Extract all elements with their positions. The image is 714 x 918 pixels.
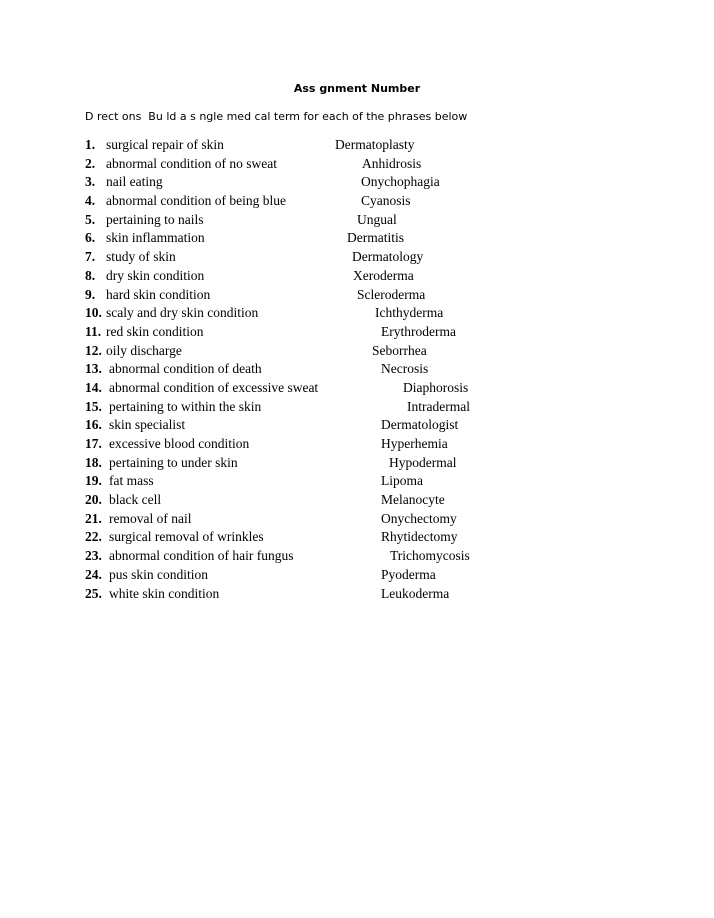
item-term: Cyanosis — [361, 193, 411, 209]
list-item — [85, 548, 705, 567]
list-item — [85, 193, 705, 212]
item-phrase: abnormal condition of no sweat — [106, 155, 277, 171]
item-phrase: surgical repair of skin — [106, 137, 224, 152]
item-phrase: abnormal condition of being blue — [106, 193, 286, 209]
item-term: Necrosis — [381, 361, 429, 377]
item-number: 24. — [85, 566, 102, 582]
list-item — [85, 174, 705, 193]
item-phrase: pertaining to within the skin — [109, 398, 262, 414]
list-item — [85, 586, 705, 605]
term-list — [85, 137, 705, 604]
item-term: Erythroderma — [381, 323, 456, 339]
item-term: Onychectomy — [381, 510, 457, 526]
item-phrase: skin specialist — [109, 417, 186, 433]
item-term: Diaphorosis — [403, 379, 469, 395]
item-phrase: hard skin condition — [106, 286, 211, 302]
item-phrase: dry skin condition — [106, 267, 205, 283]
item-term: Dermatology — [352, 249, 424, 265]
item-phrase: skin inflammation — [106, 230, 205, 246]
item-number: 7. — [85, 249, 96, 265]
item-number: 12. — [85, 342, 102, 358]
item-number: 13. — [85, 361, 102, 377]
list-item — [85, 137, 705, 156]
item-term: Onychophagia — [361, 174, 440, 190]
item-number: 5. — [85, 211, 96, 227]
list-item — [85, 455, 705, 474]
list-item — [85, 324, 705, 343]
list-item — [85, 268, 705, 287]
list-item — [85, 567, 705, 586]
item-term: Leukoderma — [381, 585, 450, 601]
item-term: Hyperhemia — [381, 436, 448, 451]
item-term: Anhidrosis — [362, 155, 422, 171]
item-number: 1. — [85, 137, 96, 152]
list-item — [85, 230, 705, 249]
item-term: Pyoderma — [381, 566, 436, 582]
list-item — [85, 249, 705, 268]
item-number: 25. — [85, 585, 102, 601]
item-phrase: removal of nail — [109, 510, 192, 526]
list-item — [85, 287, 705, 306]
item-term: Seborrhea — [372, 342, 427, 358]
list-item — [85, 212, 705, 231]
item-number: 16. — [85, 417, 102, 433]
item-phrase: nail eating — [106, 174, 163, 190]
item-term: Melanocyte — [381, 492, 445, 508]
item-phrase: white skin condition — [109, 585, 220, 601]
item-term: Dermatologist — [381, 417, 459, 433]
item-phrase: abnormal condition of excessive sweat — [109, 379, 319, 395]
item-phrase: red skin condition — [106, 323, 204, 339]
item-number: 18. — [85, 454, 102, 470]
item-number: 10. — [85, 305, 102, 321]
list-item — [85, 492, 705, 511]
list-item — [85, 156, 705, 175]
item-term: Hypodermal — [389, 454, 457, 470]
item-number: 21. — [85, 510, 102, 526]
item-number: 19. — [85, 473, 102, 489]
item-phrase: scaly and dry skin condition — [106, 305, 259, 321]
item-number: 14. — [85, 379, 102, 395]
list-item — [85, 343, 705, 362]
item-term: Rhytidectomy — [381, 529, 458, 545]
item-number: 9. — [85, 286, 96, 302]
item-term: Dermatitis — [347, 230, 404, 246]
document-title: Ass gnment Number — [293, 82, 421, 95]
item-number: 3. — [85, 174, 96, 190]
item-term: Scleroderma — [357, 286, 426, 302]
item-term: Ichthyderma — [375, 305, 444, 321]
item-number: 23. — [85, 548, 102, 564]
item-number: 4. — [85, 193, 96, 209]
item-number: 2. — [85, 155, 96, 171]
item-term: Intradermal — [407, 398, 470, 414]
list-item — [85, 361, 705, 380]
item-phrase: pertaining to under skin — [109, 454, 238, 470]
item-phrase: pertaining to nails — [106, 211, 204, 227]
item-phrase: black cell — [109, 492, 162, 508]
item-phrase: oily discharge — [106, 342, 182, 358]
item-term: Dermatoplasty — [335, 137, 415, 152]
item-number: 17. — [85, 436, 102, 451]
list-item — [85, 473, 705, 492]
item-number: 20. — [85, 492, 102, 508]
item-term: Lipoma — [381, 473, 423, 489]
item-term: Ungual — [357, 211, 397, 227]
item-phrase: abnormal condition of death — [109, 361, 262, 377]
item-number: 8. — [85, 267, 96, 283]
list-item — [85, 305, 705, 324]
item-term: Trichomycosis — [390, 548, 470, 564]
item-phrase: pus skin condition — [109, 566, 209, 582]
list-item — [85, 399, 705, 418]
item-term: Xeroderma — [353, 267, 414, 283]
item-number: 6. — [85, 230, 96, 246]
list-item — [85, 529, 705, 548]
list-item — [85, 436, 705, 455]
item-number: 22. — [85, 529, 102, 545]
directions-text: D rect ons Bu ld a s ngle med cal term for each of the phrases below — [85, 110, 468, 123]
item-phrase: study of skin — [106, 249, 176, 265]
item-phrase: fat mass — [109, 473, 154, 489]
list-item — [85, 511, 705, 530]
item-phrase: surgical removal of wrinkles — [109, 529, 264, 545]
list-item — [85, 417, 705, 436]
item-number: 11. — [85, 323, 102, 339]
item-phrase: excessive blood condition — [109, 436, 250, 451]
item-phrase: abnormal condition of hair fungus — [109, 548, 294, 564]
list-item — [85, 380, 705, 399]
item-number: 15. — [85, 398, 102, 414]
